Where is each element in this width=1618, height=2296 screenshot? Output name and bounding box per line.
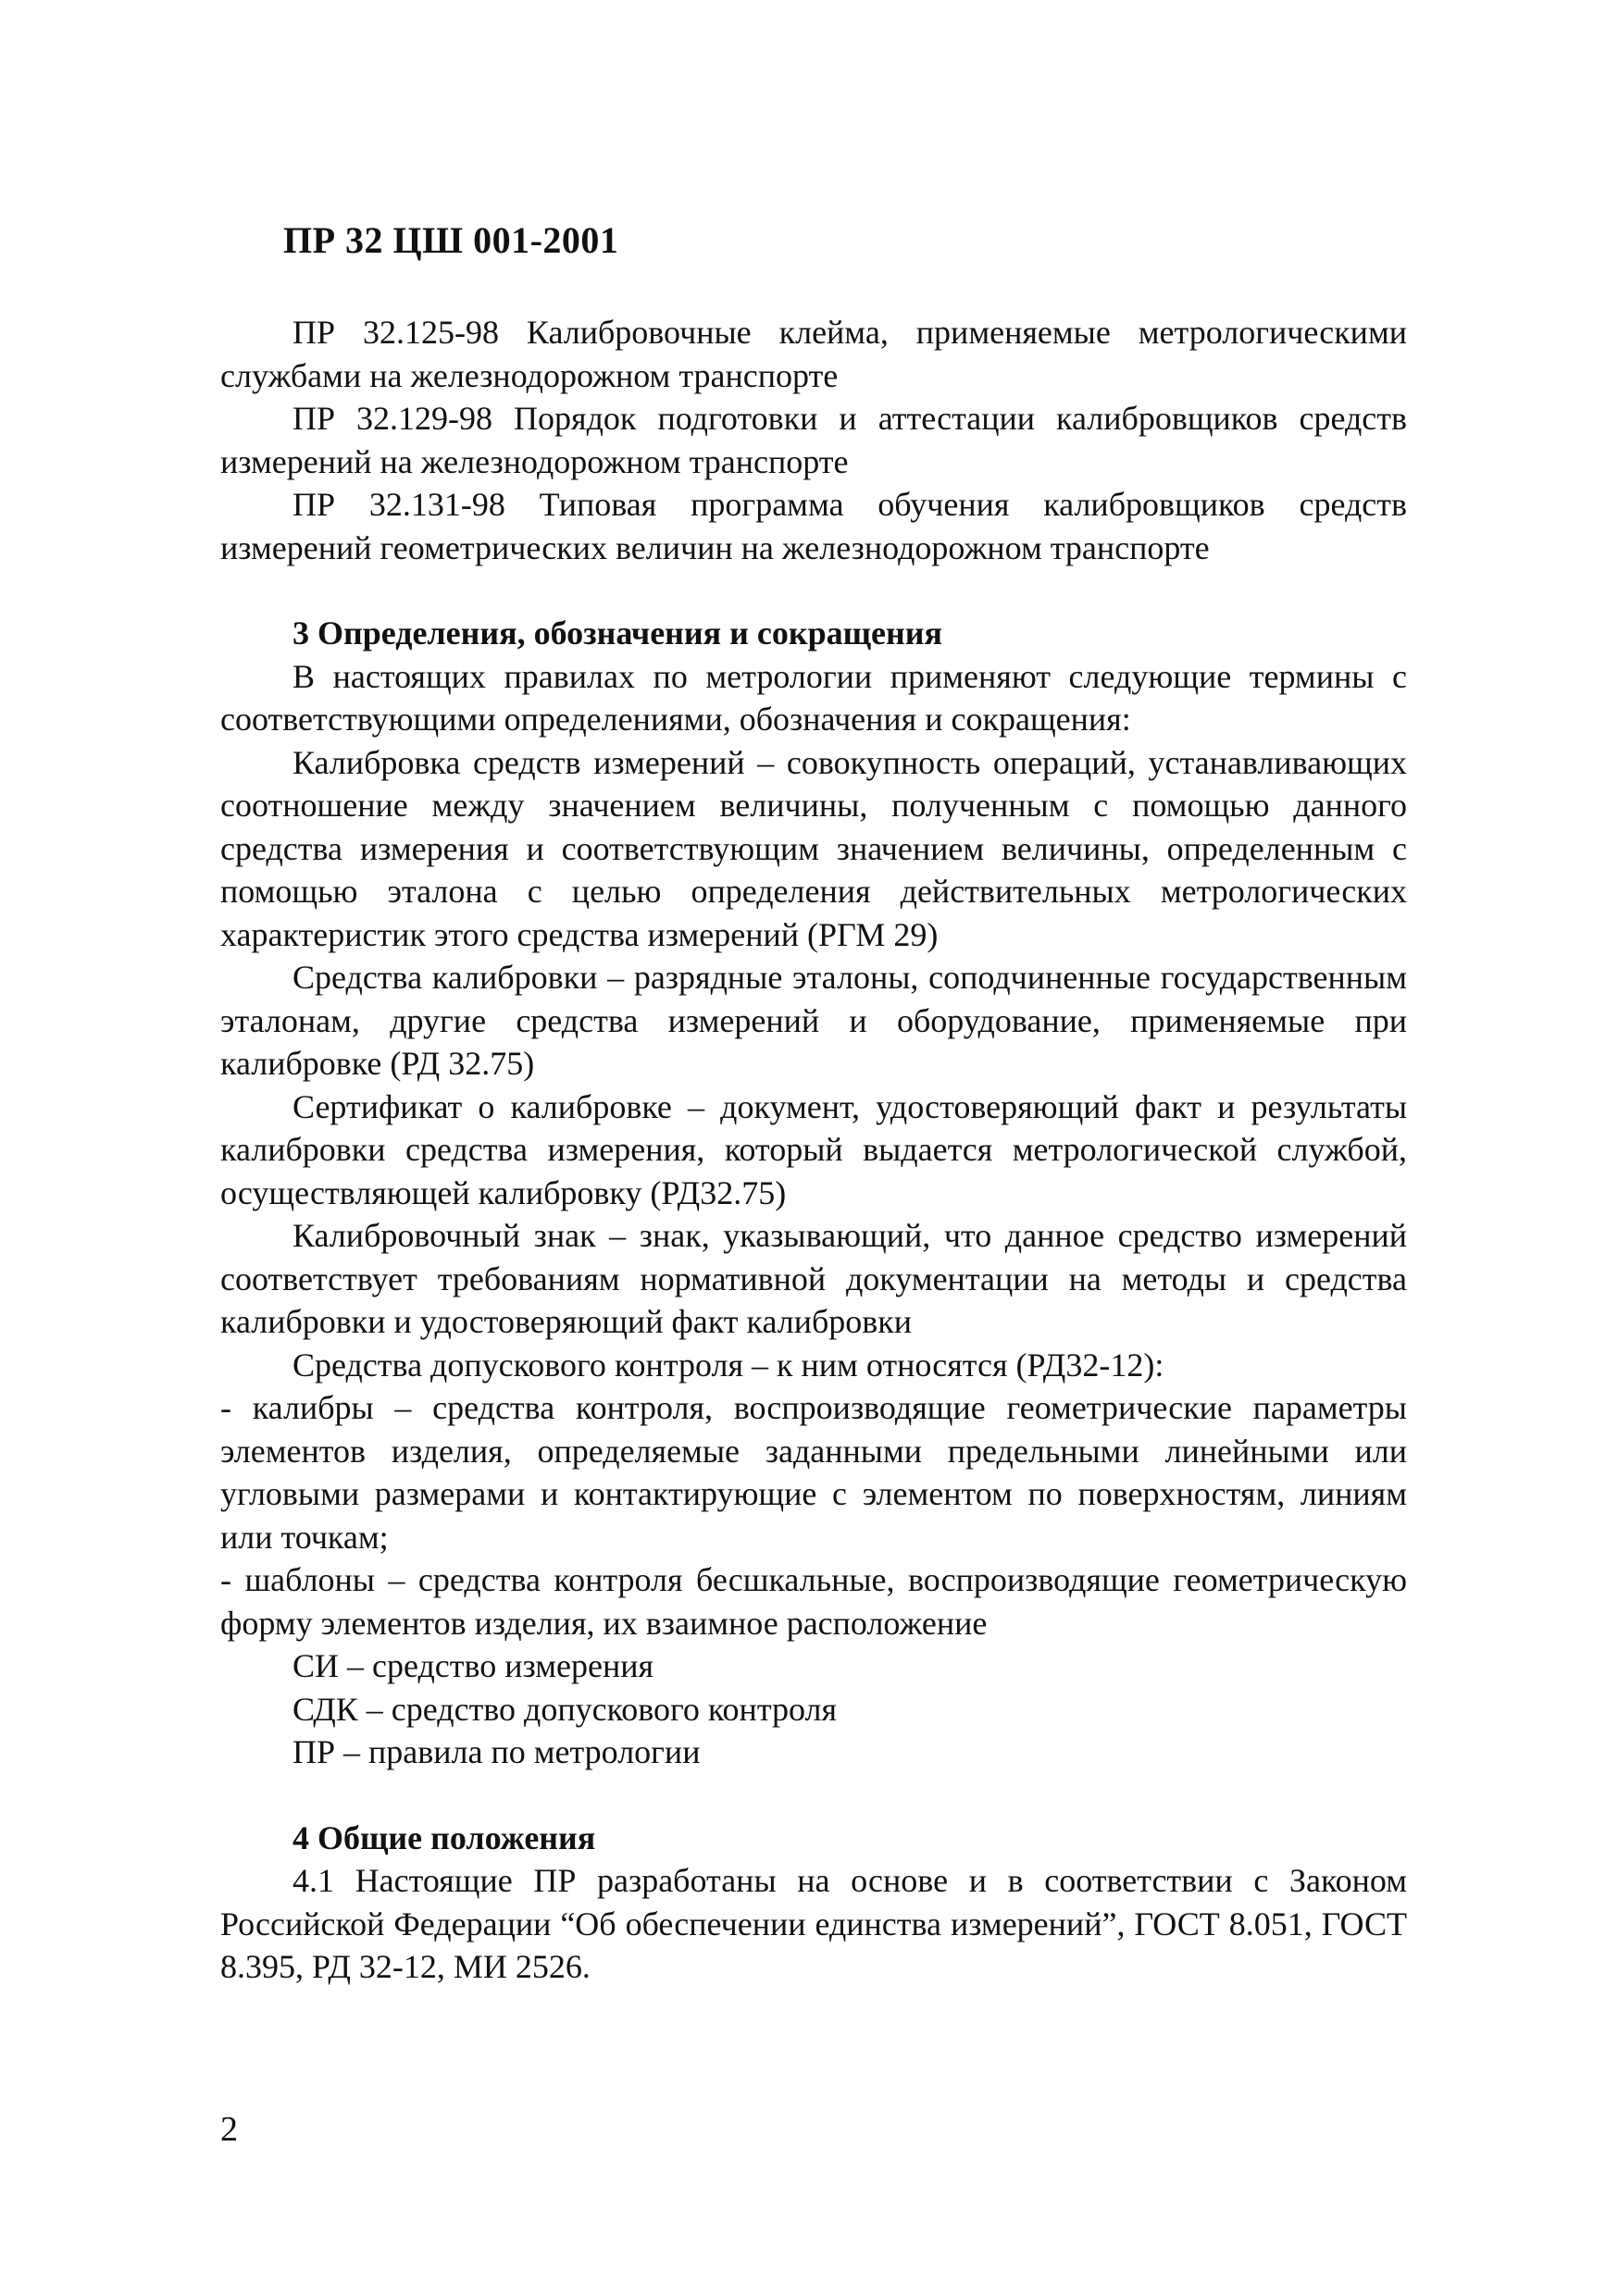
document-header: ПР 32 ЦШ 001-2001 <box>283 219 619 261</box>
section-4-heading: 4 Общие положения <box>292 1818 596 1856</box>
definition-paragraph: Средства допускового контроля – к ним относятся (РД32-12): <box>292 1346 1164 1384</box>
definition-paragraph: Средства калибровки – разрядные эталоны, соподчиненные государственным эталонам, другие средства измерений и оборудование, применяемые при калибровке (РД 32.75) <box>220 959 1407 1082</box>
abbreviation-line: СДК – средство допускового контроля <box>292 1690 838 1728</box>
section-3-heading: 3 Определения, обозначения и сокращения <box>292 614 942 652</box>
page-number: 2 <box>220 2110 238 2149</box>
definition-paragraph: Сертификат о калибровке – документ, удостоверяющий факт и результаты калибровки средства измерения, который выдается метрологической службой, осуществляющей калибровку (РД32.75) <box>220 1087 1407 1211</box>
reference-item: ПР 32.129-98 Порядок подготовки и аттестации калибровщиков средств измерений на железнодорожном транспорте <box>220 400 1407 480</box>
list-item: - калибры – средства контроля, воспроизводящие геометрические параметры элементов изделия, определяемые заданными предельными линейными или угловыми размерами и контактирующие с элементом по поверхностям, линиям или точкам; <box>220 1389 1407 1556</box>
spacer <box>220 569 1407 612</box>
document-body <box>220 311 1407 1989</box>
definition-paragraph: Калибровка средств измерений – совокупность операций, устанавливающих соотношение между значением величины, полученным с помощью данного средства измерения и соответствующим значением величины, определенным с помощью эталона с целью определения действительных метрологических характеристик этого средства измерений (РГМ 29) <box>220 743 1407 953</box>
section-3-intro: В настоящих правилах по метрологии применяют следующие термины с соответствующими определениями, обозначения и сокращения: <box>220 657 1407 738</box>
definition-paragraph: Калибровочный знак – знак, указывающий, что данное средство измерений соответствует требованиям нормативной документации на методы и средства калибровки и удостоверяющий факт калибровки <box>220 1217 1407 1340</box>
abbreviation-line: СИ – средство измерения <box>292 1647 654 1684</box>
abbreviation-line: ПР – правила по метрологии <box>292 1733 701 1770</box>
reference-item: ПР 32.131-98 Типовая программа обучения калибровщиков средств измерений геометрических величин на железнодорожном транспорте <box>220 486 1407 566</box>
reference-item: ПР 32.125-98 Калибровочные клейма, применяемые метрологическими службами на железнодорожном транспорте <box>220 314 1407 394</box>
spacer <box>220 1774 1407 1817</box>
section-4-paragraph: 4.1 Настоящие ПР разработаны на основе и в соответствии с Законом Российской Федерации “Об обеспечении единства измерений”, ГОСТ 8.051, ГОСТ 8.395, РД 32-12, МИ 2526. <box>220 1862 1407 1985</box>
list-item: - шаблоны – средства контроля бесшкальные, воспроизводящие геометрическую форму элементов изделия, их взаимное расположение <box>220 1561 1407 1642</box>
